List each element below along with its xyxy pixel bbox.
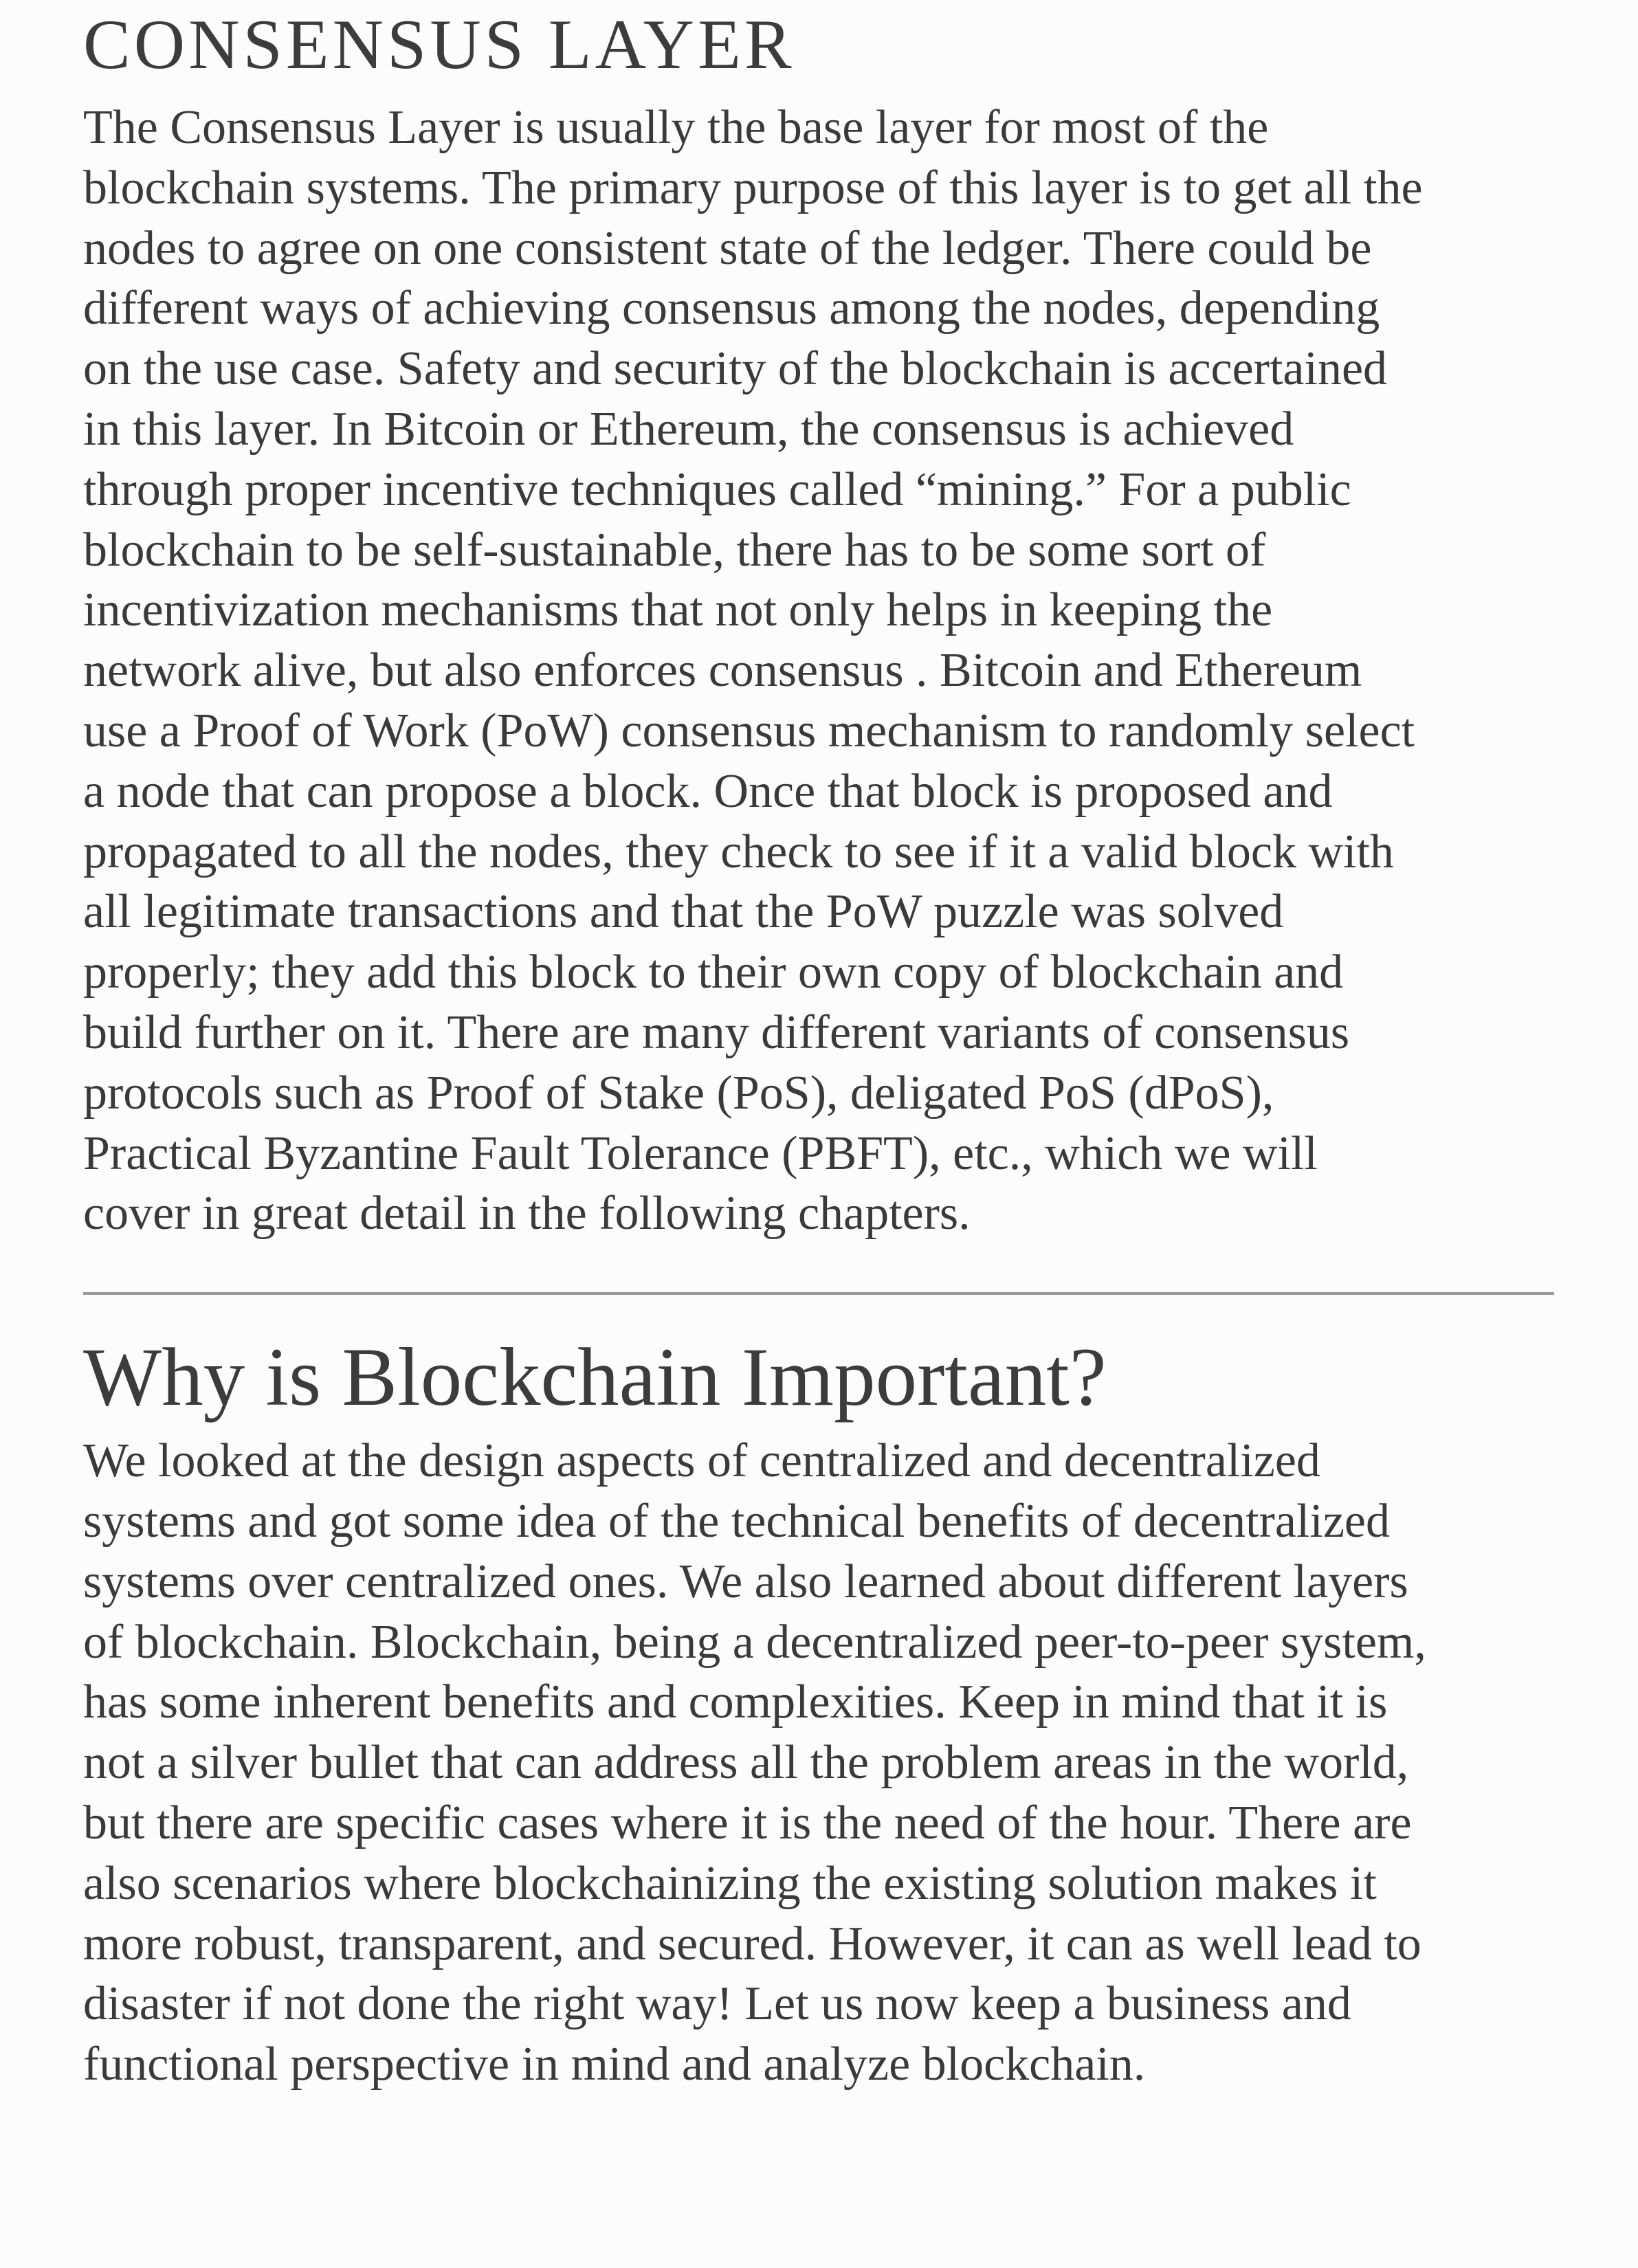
paragraph-line: has some inherent benefits and complexities. Keep in mind that it is: [83, 1676, 1388, 1729]
paragraph-line: properly; they add this block to their own copy of blockchain and: [83, 946, 1344, 999]
paragraph-line: Practical Byzantine Fault Tolerance (PBFT), etc., which we will: [83, 1126, 1318, 1180]
paragraph-line: propagated to all the nodes, they check to see if it a valid block with: [83, 825, 1394, 878]
paragraph-line: systems and got some idea of the technical benefits of decentralized: [83, 1494, 1390, 1548]
paragraph-line: network alive, but also enforces consensus . Bitcoin and Ethereum: [83, 644, 1362, 698]
consensus-layer-heading: CONSENSUS LAYER: [83, 5, 795, 84]
consensus-layer-paragraph: [83, 98, 1554, 1244]
paragraph-line: all legitimate transactions and that the PoW puzzle was solved: [83, 885, 1284, 939]
paragraph-line: disaster if not done the right way! Let us now keep a business and: [83, 1977, 1351, 2031]
paragraph-line: not a silver bullet that can address all the problem areas in the world,: [83, 1736, 1409, 1790]
section-divider: [83, 1292, 1554, 1295]
why-blockchain-important-paragraph: [83, 1431, 1554, 2095]
paragraph-line: through proper incentive techniques called “mining.” For a public: [83, 463, 1351, 516]
paragraph-line: cover in great detail in the following chapters.: [83, 1187, 971, 1241]
document-page: [83, 0, 1554, 2095]
paragraph-line: systems over centralized ones. We also learned about different layers: [83, 1555, 1408, 1608]
paragraph-line: use a Proof of Work (PoW) consensus mechanism to randomly select: [83, 704, 1415, 757]
paragraph-line: of blockchain. Blockchain, being a decentralized peer-to-peer system,: [83, 1615, 1426, 1669]
paragraph-line: different ways of achieving consensus among the nodes, depending: [83, 282, 1380, 335]
paragraph-line: nodes to agree on one consistent state of the ledger. There could be: [83, 221, 1372, 275]
paragraph-line: more robust, transparent, and secured. However, it can as well lead to: [83, 1917, 1421, 1970]
paragraph-line: incentivization mechanisms that not only helps in keeping the: [83, 583, 1273, 637]
paragraph-line: but there are specific cases where it is the need of the hour. There are: [83, 1796, 1412, 1849]
paragraph-line: functional perspective in mind and analyze blockchain.: [83, 2038, 1146, 2091]
paragraph-line: blockchain to be self-sustainable, there has to be some sort of: [83, 523, 1266, 577]
paragraph-line: protocols such as Proof of Stake (PoS), deligated PoS (dPoS),: [83, 1066, 1274, 1120]
paragraph-line: We looked at the design aspects of centralized and decentralized: [83, 1434, 1320, 1488]
paragraph-line: The Consensus Layer is usually the base layer for most of the: [83, 101, 1269, 154]
paragraph-line: in this layer. In Bitcoin or Ethereum, the consensus is achieved: [83, 402, 1294, 456]
why-blockchain-important-heading: Why is Blockchain Important?: [83, 1331, 1107, 1424]
paragraph-line: also scenarios where blockchainizing the existing solution makes it: [83, 1856, 1377, 1910]
paragraph-line: a node that can propose a block. Once that block is proposed and: [83, 764, 1333, 818]
paragraph-line: build further on it. There are many different variants of consensus: [83, 1005, 1350, 1059]
paragraph-line: on the use case. Safety and security of the blockchain is accertained: [83, 342, 1388, 396]
paragraph-line: blockchain systems. The primary purpose of this layer is to get all the: [83, 161, 1423, 214]
